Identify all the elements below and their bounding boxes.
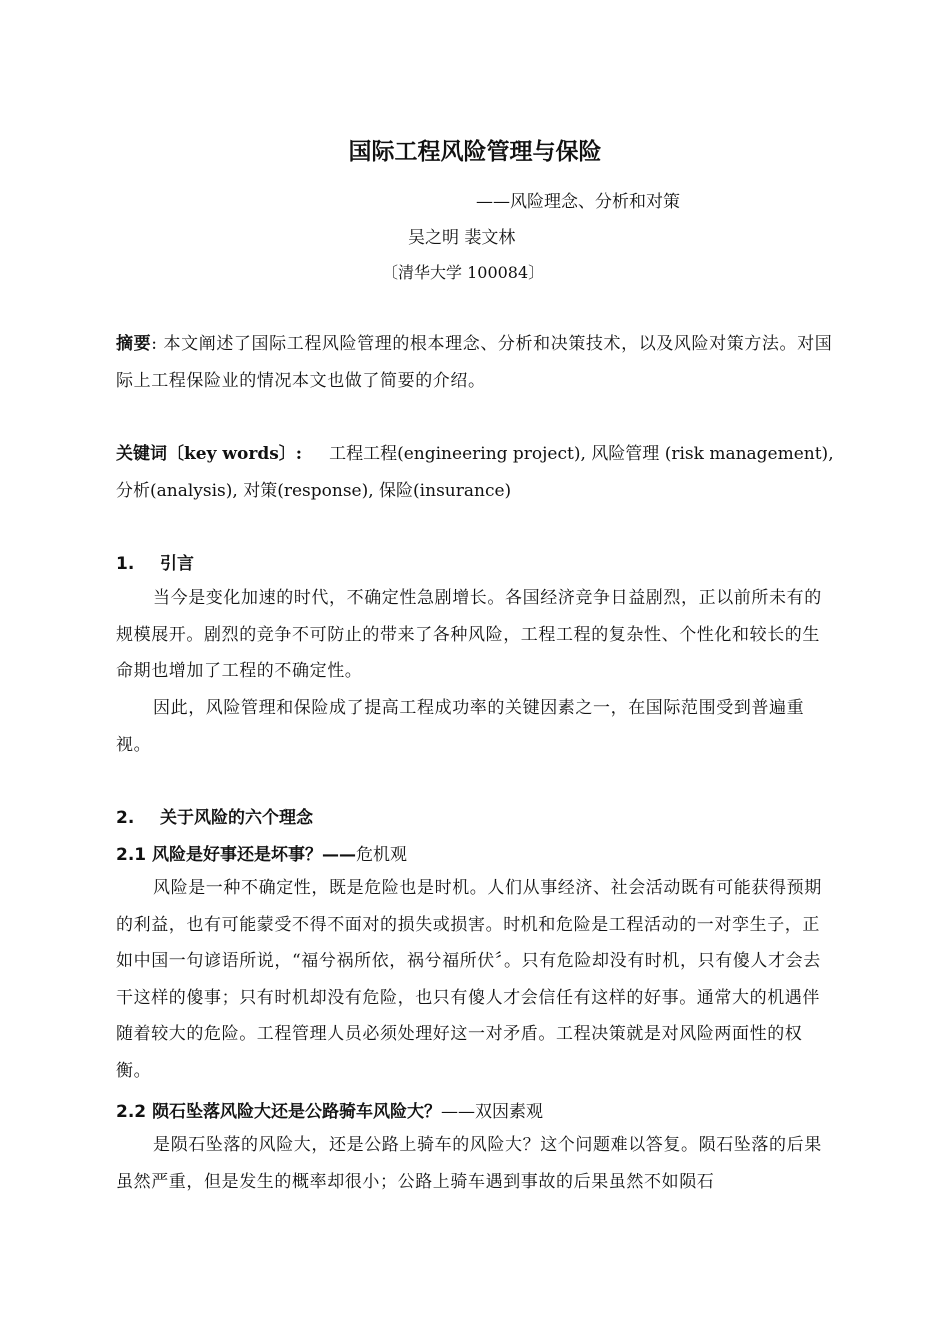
- subsection-2-2-paragraph: 是陨石坠落的风险大，还是公路上骑车的风险大？这个问题难以答复。陨石坠落的后果虽然严重，但是发生的概率却很小；公路上骑车遇到事故的后果虽然不如陨石: [116, 1135, 822, 1192]
- section-1-title: 引言: [160, 554, 194, 574]
- subtitle: ——风险理念、分析和对策: [476, 192, 680, 212]
- section-2-number: 2.: [116, 808, 135, 828]
- abstract-text: : 本文阐述了国际工程风险管理的根本理念、分析和决策技术，以及风险对策方法。对国际上工程保险业的情况本文也做了简要的介绍。: [116, 334, 833, 391]
- subsection-2-2-heading: [116, 1098, 543, 1126]
- keywords-label: 关键词〔key words〕:: [116, 444, 303, 464]
- keywords-text: 工程工程(engineering project), 风险管理 (risk management), 分析(analysis), 对策(response), 保险(insurance): [116, 444, 834, 501]
- subsection-2-1-paragraph: 风险是一种不确定性，既是危险也是时机。人们从事经济、社会活动既有可能获得预期的利益，也有可能蒙受不得不面对的损失或损害。时机和危险是工程活动的一对孪生子，正如中国一句谚语所说，“福兮祸所依，祸兮福所伏〞。只有危险却没有时机，只有傻人才会去干这样的傻事；只有时机却没有危险，也只有傻人才会信任有这样的好事。通常大的机遇伴随着较大的危险。工程管理人员必须处理好这一对矛盾。工程决策就是对风险两面性的权衡。: [116, 878, 822, 1081]
- section-2-heading: [116, 804, 313, 832]
- subsection-2-1-heading: [116, 841, 407, 869]
- subsection-2-1-tail: 危机观: [356, 845, 408, 865]
- section-1-number: 1.: [116, 554, 135, 574]
- section-1-heading: [116, 550, 194, 578]
- subsection-2-2-title: 2.2 陨石坠落风险大还是公路骑车风险大？: [116, 1102, 442, 1122]
- subsection-2-1-title: 2.1 风险是好事还是坏事？——: [116, 845, 357, 865]
- abstract-label: 摘要: [116, 334, 152, 354]
- subsection-2-2-tail: ——双因素观: [441, 1102, 544, 1122]
- section-2-title: 关于风险的六个理念: [160, 808, 313, 828]
- page-title: 国际工程风险管理与保险: [348, 139, 602, 165]
- section-1-paragraph-1: 当今是变化加速的时代，不确定性急剧增长。各国经济竞争日益剧烈，正以前所未有的规模展开。剧烈的竞争不可防止的带来了各种风险，工程工程的复杂性、个性化和较长的生命期也增加了工程的不确定性。: [116, 588, 822, 681]
- authors: 吴之明 裴文林: [408, 228, 516, 248]
- section-1-paragraph-2: 因此，风险管理和保险成了提高工程成功率的关键因素之一，在国际范围受到普遍重视。: [116, 698, 805, 755]
- abstract: [116, 326, 836, 399]
- affiliation: 〔清华大学 100084〕: [382, 263, 545, 282]
- keywords: [116, 436, 836, 509]
